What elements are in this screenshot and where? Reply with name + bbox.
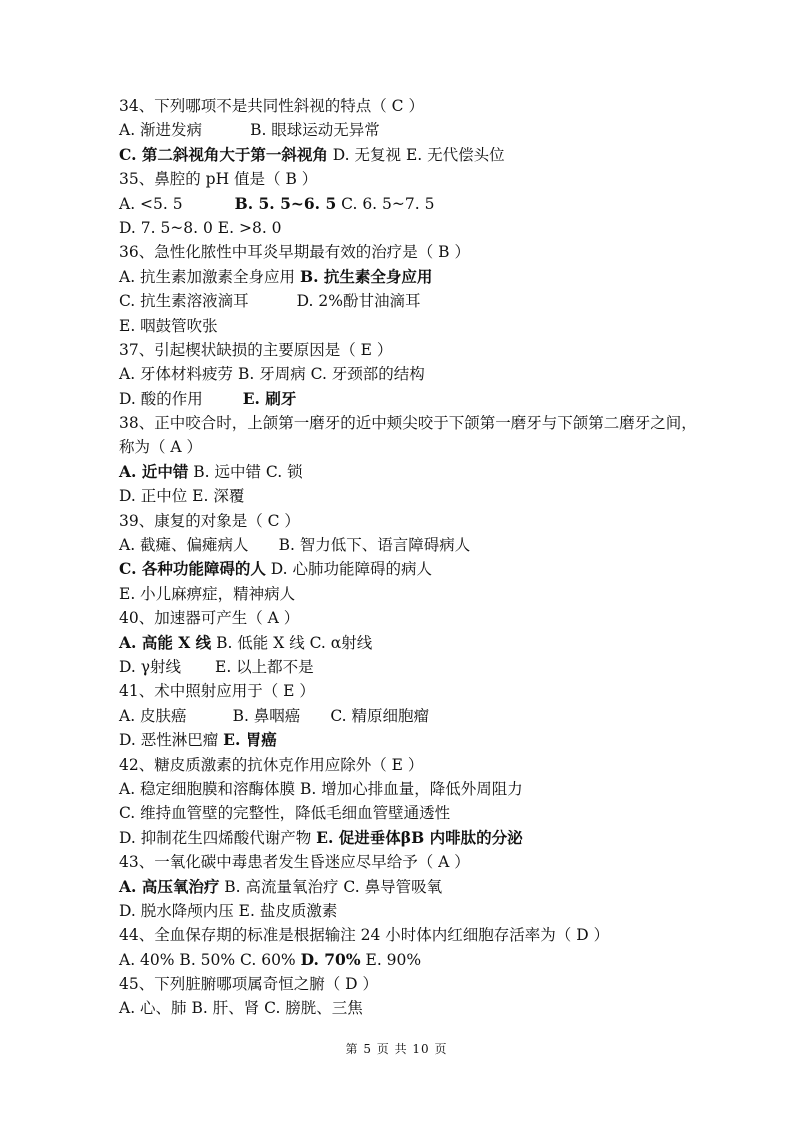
- text-line: [119, 289, 679, 313]
- text-line: [119, 679, 679, 703]
- line-text: A. <5. 5: [119, 194, 183, 213]
- line-text: A. 稳定细胞膜和溶酶体膜 B. 增加心排血量，降低外周阻力: [119, 779, 523, 798]
- line-text: B. 远中错 C. 锁: [188, 462, 303, 481]
- question-list: [119, 94, 697, 1021]
- text-line: [119, 265, 679, 289]
- line-text: D. 正中位 E. 深覆: [119, 487, 245, 506]
- line-text: 称为（ A ）: [119, 438, 203, 457]
- line-text: A. 皮肤癌: [119, 706, 187, 725]
- text-line: [119, 826, 679, 850]
- text-line: [119, 948, 679, 972]
- line-text: B. 智力低下、语言障碍病人: [278, 536, 471, 555]
- line-text: A. 40% B. 50% C. 60%: [119, 950, 301, 969]
- answer-text: B. 5. 5~6. 5: [234, 193, 337, 213]
- text-line: [119, 484, 679, 508]
- line-text: A. 抗生素加激素全身应用: [119, 267, 300, 286]
- text-line: [119, 167, 679, 191]
- text-line: [119, 411, 697, 435]
- line-text: D. 7. 5~8. 0 E. >8. 0: [119, 218, 282, 237]
- text-line: [119, 460, 679, 484]
- text-line: [119, 557, 679, 581]
- answer-text: A. 近中错: [119, 461, 189, 481]
- text-line: [119, 533, 679, 557]
- line-text: 39、康复的对象是（ C ）: [119, 511, 300, 530]
- answer-text: A. 高压氧治疗: [119, 876, 220, 896]
- page-footer: 第 5 页 共 10 页: [345, 1042, 448, 1056]
- line-text: 37、引起楔状缺损的主要原因是（ E ）: [119, 340, 393, 359]
- line-text: 40、加速器可产生（ A ）: [119, 609, 300, 628]
- line-text: D. γ射线: [119, 657, 181, 676]
- text-line: [119, 801, 679, 825]
- line-text: 34、下列哪项不是共同性斜视的特点（ C ）: [119, 97, 424, 115]
- text-line: [119, 362, 679, 386]
- text-line: [119, 704, 679, 728]
- line-text: D. 酸的作用: [119, 389, 203, 408]
- line-text: D. 心肺功能障碍的病人: [265, 560, 433, 579]
- line-text: E. 小儿麻痹症，精神病人: [119, 584, 296, 603]
- line-text: E. 以上都不是: [215, 657, 314, 676]
- text-line: [119, 875, 679, 899]
- text-line: [119, 850, 679, 874]
- line-text: A. 心、肺 B. 肝、肾 C. 膀胱、三焦: [119, 999, 363, 1018]
- line-text: 36、急性化脓性中耳炎早期最有效的治疗是（ B ）: [119, 243, 470, 262]
- text-line: [119, 753, 679, 777]
- text-line: [119, 94, 679, 118]
- line-text: 43、一氧化碳中毒患者发生昏迷应尽早给予（ A ）: [119, 853, 470, 872]
- answer-text: A. 高能 X 线: [119, 632, 212, 652]
- line-text: D. 无复视 E. 无代偿头位: [327, 145, 505, 164]
- answer-text: C. 第二斜视角大于第一斜视角: [119, 144, 328, 164]
- line-text: C. 抗生素溶液滴耳: [119, 292, 249, 311]
- text-line: [119, 777, 679, 801]
- text-line: [119, 972, 679, 996]
- line-text: 42、糖皮质激素的抗休克作用应除外（ E ）: [119, 755, 424, 774]
- text-line: [119, 118, 679, 142]
- text-line: [119, 606, 679, 630]
- line-text: B. 鼻咽癌: [232, 706, 301, 725]
- line-text: A. 牙体材料疲劳 B. 牙周病 C. 牙颈部的结构: [119, 365, 425, 384]
- line-text: 45、下列脏腑哪项属奇恒之腑（ D ）: [119, 975, 379, 994]
- line-text: B. 低能 X 线 C. α射线: [211, 633, 373, 652]
- answer-text: B. 抗生素全身应用: [299, 266, 433, 286]
- text-line: [119, 387, 679, 411]
- line-text: 35、鼻腔的 pH 值是（ B ）: [119, 170, 318, 189]
- line-text: D. 脱水降颅内压 E. 盐皮质激素: [119, 901, 338, 920]
- line-text: D. 抑制花生四烯酸代谢产物: [119, 828, 317, 847]
- text-line: [119, 435, 679, 459]
- line-text: B. 眼球运动无异常: [250, 121, 380, 140]
- line-text: E. 咽鼓管吹张: [119, 316, 218, 335]
- text-line: [119, 899, 679, 923]
- text-line: [119, 509, 679, 533]
- line-text: A. 渐进发病: [119, 121, 203, 140]
- line-text: B. 高流量氧治疗 C. 鼻导管吸氧: [219, 877, 443, 896]
- line-text: 44、全血保存期的标准是根据输注 24 小时体内红细胞存活率为（ D ）: [119, 926, 610, 945]
- answer-text: D. 70%: [300, 949, 361, 969]
- line-text: C. 6. 5~7. 5: [336, 194, 435, 213]
- line-text: D. 恶性淋巴瘤: [119, 731, 224, 750]
- line-text: C. 维持血管壁的完整性，降低毛细血管壁通透性: [119, 804, 451, 823]
- text-line: [119, 923, 679, 947]
- answer-text: E. 刷牙: [242, 388, 297, 408]
- text-line: [119, 314, 679, 338]
- text-line: [119, 728, 679, 752]
- text-line: [119, 192, 679, 216]
- text-line: [119, 655, 679, 679]
- line-text: E. 90%: [360, 950, 422, 969]
- text-line: [119, 582, 679, 606]
- line-text: C. 精原细胞瘤: [330, 706, 429, 725]
- answer-text: E. 促进垂体βB 内啡肽的分泌: [316, 827, 523, 847]
- text-line: [119, 143, 679, 167]
- line-text: 38、正中咬合时，上颌第一磨牙的近中颊尖咬于下颌第一磨牙与下颌第二磨牙之间，: [119, 414, 697, 433]
- text-line: [119, 338, 679, 362]
- text-line: [119, 996, 679, 1020]
- answer-text: C. 各种功能障碍的人: [119, 559, 266, 579]
- text-line: [119, 240, 679, 264]
- text-line: [119, 216, 679, 240]
- line-text: D. 2%酚甘油滴耳: [296, 292, 421, 311]
- answer-text: E. 胃癌: [223, 730, 277, 750]
- text-line: [119, 631, 679, 655]
- line-text: A. 截瘫、偏瘫病人: [119, 536, 249, 555]
- line-text: 41、术中照射应用于（ E ）: [119, 682, 315, 701]
